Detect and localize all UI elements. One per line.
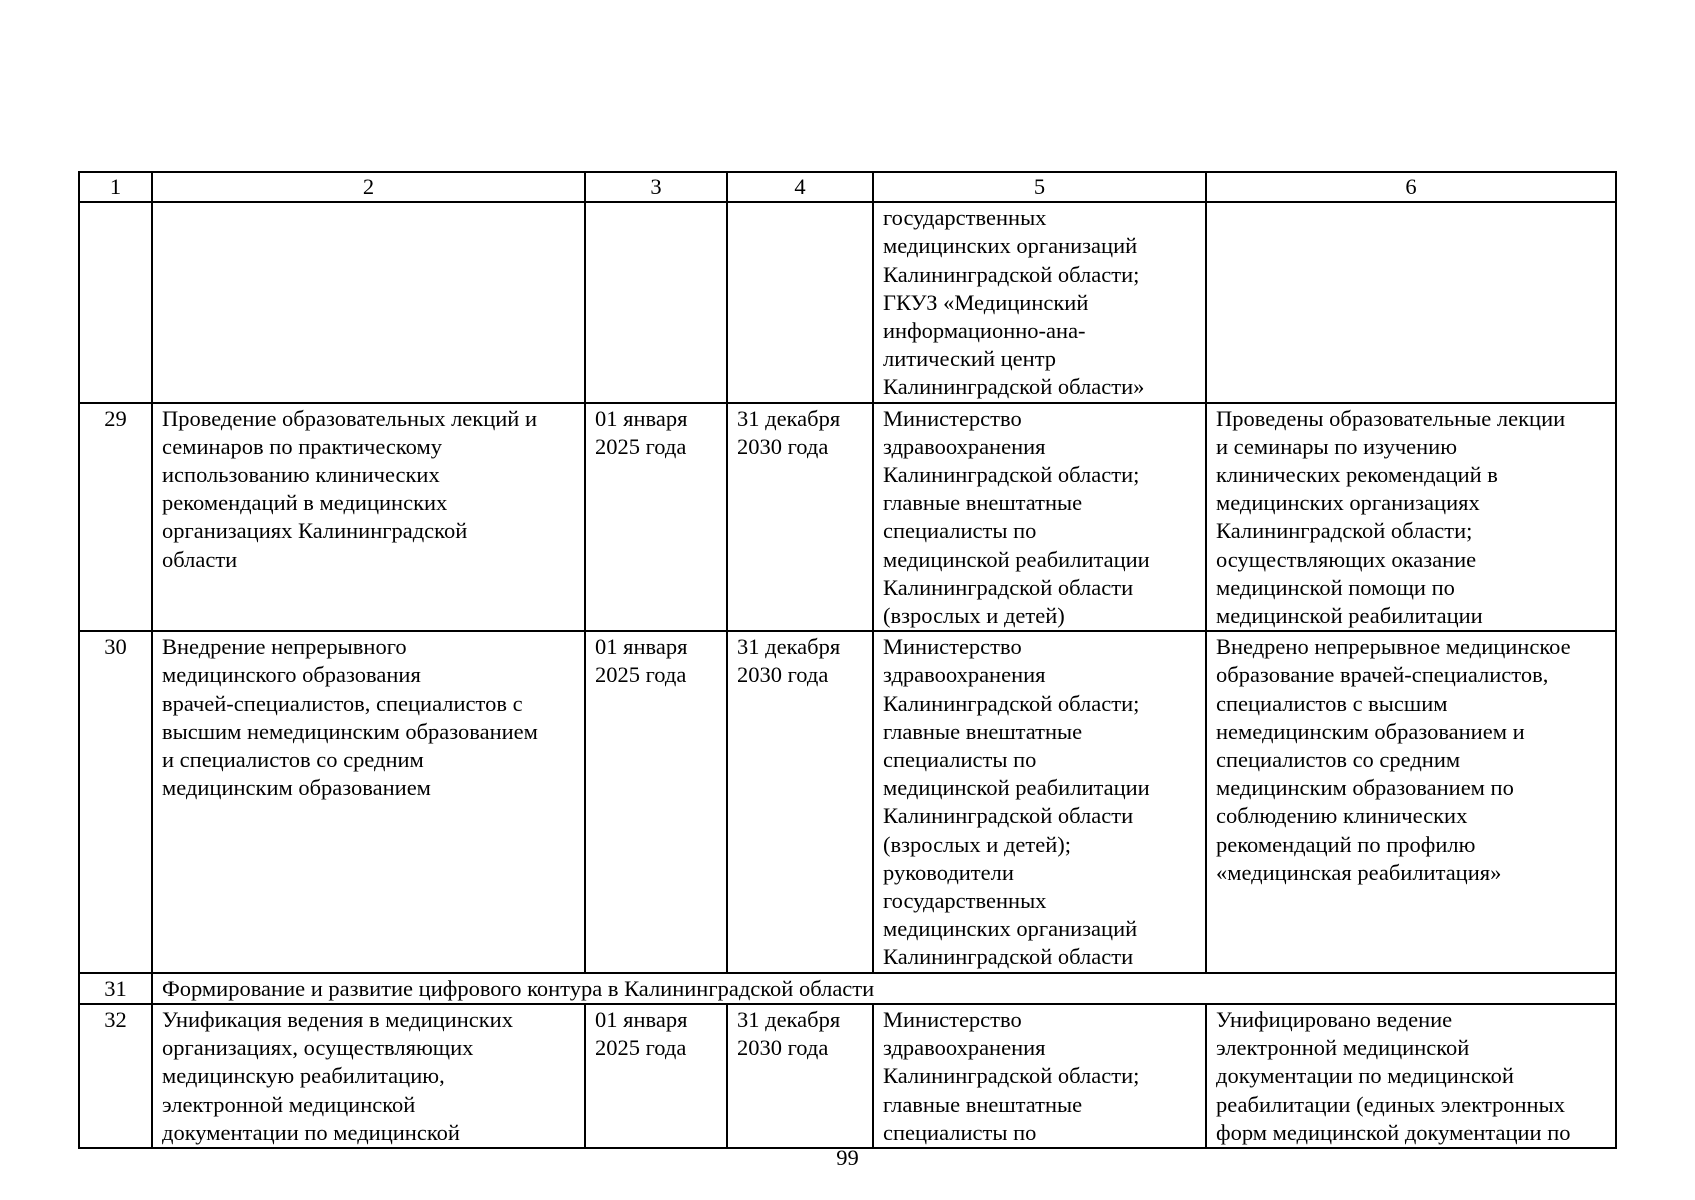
start-date-cell	[585, 631, 727, 972]
start-date-line: 01 января	[595, 634, 688, 660]
result-line: Проведены образовательные лекции	[1216, 405, 1566, 431]
result-line: документации по медицинской	[1216, 1063, 1514, 1089]
responsible-line: медицинских организаций	[883, 233, 1138, 259]
start-date-cell	[585, 403, 727, 632]
document-table-container	[78, 171, 1615, 1149]
responsible-line: специалисты по	[883, 747, 1037, 773]
end-date-cell	[727, 202, 873, 402]
activity-line: использованию клинических	[162, 462, 440, 488]
responsible-line: Калининградской области	[883, 803, 1134, 829]
responsible-line: Калининградской области;	[883, 690, 1140, 716]
activity-line: электронной медицинской	[162, 1091, 416, 1117]
end-date-line: 2030 года	[737, 1035, 829, 1061]
column-number-row	[79, 172, 1616, 202]
responsible-line: Министерство	[883, 1006, 1022, 1032]
start-date-cell	[585, 202, 727, 402]
section-title: Формирование и развитие цифрового контура в Калининградской области	[152, 973, 1616, 1004]
responsible-line: информационно-ана-	[883, 318, 1086, 344]
end-date-line: 31 декабря	[737, 405, 841, 431]
result-line: Калининградской области;	[1216, 518, 1473, 544]
activity-line: медицинским образованием	[162, 775, 431, 801]
result-line: специалистов со средним	[1216, 747, 1461, 773]
table-row	[79, 202, 1616, 402]
column-number: 1	[79, 172, 152, 202]
activity-line: области	[162, 546, 238, 572]
responsible-line: Калининградской области;	[883, 261, 1140, 287]
activity-line: медицинскую реабилитацию,	[162, 1063, 445, 1089]
result-line: реабилитации (единых электронных	[1216, 1091, 1565, 1117]
table-row	[79, 403, 1616, 632]
start-date-cell	[585, 1004, 727, 1148]
responsible-line: главные внештатные	[883, 490, 1083, 516]
row-number: 32	[79, 1004, 152, 1148]
responsible-line: медицинской реабилитации	[883, 775, 1150, 801]
end-date-cell	[727, 631, 873, 972]
activity-cell	[152, 631, 585, 972]
activity-line: врачей-специалистов, специалистов с	[162, 690, 523, 716]
responsible-cell	[873, 1004, 1206, 1148]
activity-line: Внедрение непрерывного	[162, 634, 407, 660]
responsible-line: медицинских организаций	[883, 916, 1138, 942]
result-line: образование врачей-специалистов,	[1216, 662, 1549, 688]
activity-plan-table	[78, 171, 1617, 1149]
responsible-line: Калининградской области;	[883, 462, 1140, 488]
section-row	[79, 973, 1616, 1004]
responsible-line: здравоохранения	[883, 1035, 1046, 1061]
activity-line: и специалистов со средним	[162, 747, 424, 773]
result-line: «медицинская реабилитация»	[1216, 859, 1502, 885]
result-line: специалистов с высшим	[1216, 690, 1448, 716]
row-number: 31	[79, 973, 152, 1004]
responsible-line: специалисты по	[883, 518, 1037, 544]
activity-line: организациях, осуществляющих	[162, 1035, 474, 1061]
start-date-line: 2025 года	[595, 662, 687, 688]
end-date-line: 2030 года	[737, 433, 829, 459]
responsible-line: Калининградской области;	[883, 1063, 1140, 1089]
responsible-line: главные внештатные	[883, 1091, 1083, 1117]
activity-line: Унификация ведения в медицинских	[162, 1006, 513, 1032]
responsible-line: (взрослых и детей);	[883, 831, 1071, 857]
result-line: электронной медицинской	[1216, 1035, 1470, 1061]
result-line: форм медицинской документации по	[1216, 1119, 1571, 1145]
result-line: немедицинским образованием и	[1216, 718, 1525, 744]
table-row	[79, 1004, 1616, 1148]
page-number: 99	[836, 1145, 859, 1170]
result-line: медицинской помощи по	[1216, 574, 1455, 600]
result-line: медицинской реабилитации	[1216, 603, 1483, 629]
responsible-line: Министерство	[883, 405, 1022, 431]
result-line: Внедрено непрерывное медицинское	[1216, 634, 1571, 660]
column-number: 6	[1206, 172, 1616, 202]
activity-cell	[152, 1004, 585, 1148]
table-row	[79, 631, 1616, 972]
responsible-line: Калининградской области	[883, 944, 1134, 970]
result-line: и семинары по изучению	[1216, 433, 1458, 459]
result-line: рекомендаций по профилю	[1216, 831, 1476, 857]
result-line: осуществляющих оказание	[1216, 546, 1477, 572]
end-date-line: 31 декабря	[737, 634, 841, 660]
start-date-line: 2025 года	[595, 433, 687, 459]
responsible-line: Министерство	[883, 634, 1022, 660]
end-date-cell	[727, 1004, 873, 1148]
responsible-line: Калининградской области	[883, 574, 1134, 600]
responsible-line: руководители	[883, 859, 1014, 885]
responsible-cell	[873, 631, 1206, 972]
activity-line: семинаров по практическому	[162, 433, 442, 459]
responsible-line: ГКУЗ «Медицинский	[883, 289, 1089, 315]
result-line: соблюдению клинических	[1216, 803, 1468, 829]
responsible-line: медицинской реабилитации	[883, 546, 1150, 572]
start-date-line: 01 января	[595, 1006, 688, 1032]
activity-line: организациях Калининградской	[162, 518, 468, 544]
row-number	[79, 202, 152, 402]
column-number: 5	[873, 172, 1206, 202]
row-number: 29	[79, 403, 152, 632]
column-number: 2	[152, 172, 585, 202]
responsible-line: (взрослых и детей)	[883, 603, 1065, 629]
responsible-line: здравоохранения	[883, 662, 1046, 688]
activity-line: медицинского образования	[162, 662, 421, 688]
responsible-line: главные внештатные	[883, 718, 1083, 744]
column-number: 3	[585, 172, 727, 202]
result-cell	[1206, 631, 1616, 972]
activity-line: высшим немедицинским образованием	[162, 718, 538, 744]
end-date-line: 2030 года	[737, 662, 829, 688]
column-number: 4	[727, 172, 873, 202]
responsible-cell	[873, 403, 1206, 632]
result-cell	[1206, 403, 1616, 632]
start-date-line: 2025 года	[595, 1035, 687, 1061]
responsible-line: государственных	[883, 205, 1047, 231]
responsible-line: литический центр	[883, 346, 1057, 372]
result-cell	[1206, 202, 1616, 402]
responsible-line: специалисты по	[883, 1119, 1037, 1145]
activity-line: документации по медицинской	[162, 1119, 460, 1145]
row-number: 30	[79, 631, 152, 972]
responsible-line: здравоохранения	[883, 433, 1046, 459]
activity-line: Проведение образовательных лекций и	[162, 405, 538, 431]
result-line: клинических рекомендаций в	[1216, 462, 1498, 488]
activity-cell	[152, 202, 585, 402]
end-date-cell	[727, 403, 873, 632]
result-line: Унифицировано ведение	[1216, 1006, 1453, 1032]
activity-line: рекомендаций в медицинских	[162, 490, 448, 516]
start-date-line: 01 января	[595, 405, 688, 431]
result-line: медицинским образованием по	[1216, 775, 1514, 801]
responsible-line: Калининградской области»	[883, 374, 1145, 400]
table-body	[79, 172, 1616, 1148]
activity-cell	[152, 403, 585, 632]
result-line: медицинских организациях	[1216, 490, 1480, 516]
end-date-line: 31 декабря	[737, 1006, 841, 1032]
result-cell	[1206, 1004, 1616, 1148]
responsible-cell	[873, 202, 1206, 402]
responsible-line: государственных	[883, 888, 1047, 914]
